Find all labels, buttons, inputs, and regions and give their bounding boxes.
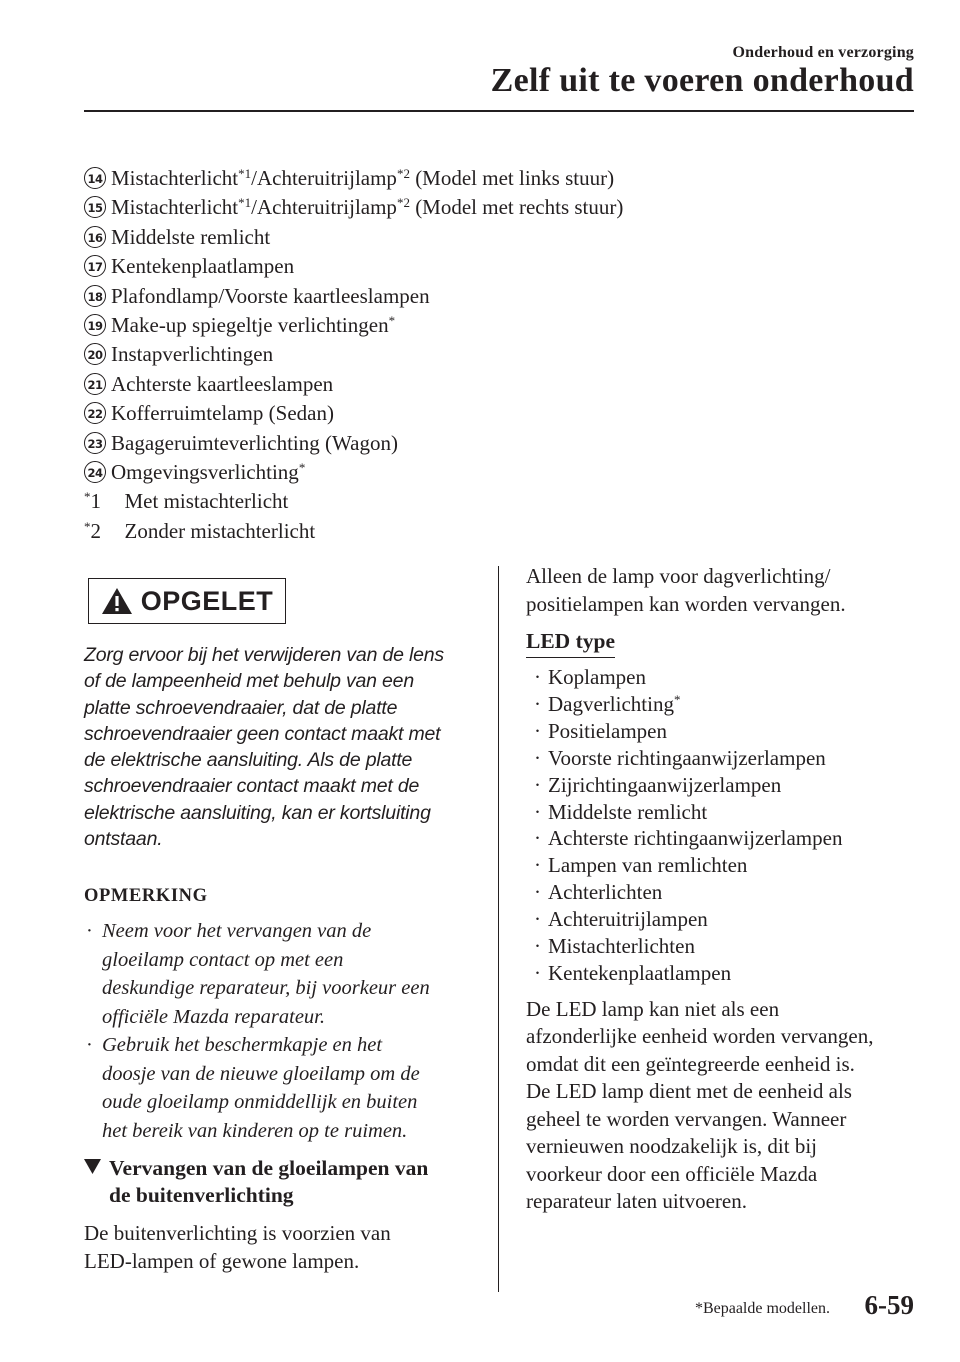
footer-note: *Bepaalde modellen.: [694, 1300, 830, 1317]
caution-line: de elektrische aansluiting. Als de platte: [84, 749, 413, 772]
footnote-ref: *: [673, 691, 681, 707]
footnote-mark: *: [84, 518, 91, 534]
legend-list: [84, 164, 884, 546]
legend-item: [84, 429, 884, 458]
led-list-item: [526, 799, 916, 826]
bullet: ·: [534, 772, 541, 797]
legend-text: Plafondlamp/Voorste kaartleeslampen: [111, 283, 430, 308]
bullet: ·: [534, 665, 541, 689]
note-line: Neem voor het vervangen van de: [102, 920, 372, 943]
footnote-ref: *: [388, 312, 396, 328]
page-number: 6-59: [864, 1290, 914, 1320]
circled-number-badge: 18: [84, 285, 106, 307]
note-list: [84, 917, 466, 1145]
right-column: [526, 563, 916, 1216]
legend-text: Mistachterlicht: [111, 166, 239, 190]
led-list-item: [526, 906, 916, 933]
note-line: Gebruik het beschermkapje en het: [102, 1034, 383, 1057]
bullet: ·: [86, 1034, 93, 1057]
caution-line: platte schroevendraaier, dat de platte: [84, 696, 398, 719]
body-line: LED-lampen of gewone lampen.: [84, 1248, 360, 1273]
circled-number-badge: 15: [84, 196, 106, 218]
led-list-item: [526, 960, 916, 987]
caution-line: elektrische aansluiting, kan er kortsluiting: [84, 801, 431, 824]
caution-box: [88, 578, 286, 624]
led-item-text: Positielampen: [548, 718, 667, 743]
circled-number-badge: 14: [84, 167, 106, 189]
bullet: ·: [534, 799, 541, 824]
column-divider: [498, 566, 499, 1292]
footnote-text: Met mistachterlicht: [124, 489, 289, 514]
led-item-text: Voorste richtingaanwijzerlampen: [548, 745, 826, 770]
note-line: oude gloeilamp onmiddellijk en buiten: [102, 1091, 418, 1114]
note-item: [84, 917, 466, 1031]
circled-number-badge: 16: [84, 226, 106, 248]
note-line: gloeilamp contact op met een: [102, 948, 344, 971]
led-item-text: Koplampen: [548, 665, 646, 689]
footnote-item: [84, 517, 884, 546]
body-line: Alleen de lamp voor dagverlichting/: [526, 564, 831, 588]
legend-text: Omgevingsverlichting: [111, 459, 299, 484]
legend-text: Kentekenplaatlampen: [111, 254, 295, 279]
led-list-item: [526, 852, 916, 879]
bullet: ·: [534, 853, 541, 878]
led-type-list: [526, 664, 916, 987]
body-line: vernieuwen noodzakelijk is, dit bij: [526, 1134, 818, 1159]
legend-text: Bagageruimteverlichting (Wagon): [111, 430, 398, 455]
triangle-down-icon: [84, 1159, 101, 1174]
circled-number-badge: 17: [84, 255, 106, 277]
legend-text: /Achteruitrijlamp: [251, 195, 397, 220]
legend-text: Achterste kaartleeslampen: [111, 371, 334, 396]
bullet: ·: [534, 907, 541, 932]
footnote-ref: *: [298, 459, 306, 475]
bullet: ·: [534, 880, 541, 905]
led-list-item: [526, 691, 916, 718]
note-line: doosje van de nieuwe gloeilamp om de: [102, 1062, 420, 1085]
note-line: officiële Mazda reparateur.: [102, 1005, 325, 1028]
caution-text: [84, 642, 466, 852]
caution-line: schroevendraaier contact maakt met de: [84, 775, 420, 798]
legend-item: [84, 193, 884, 222]
body-line: De LED lamp dient met de eenheid als: [526, 1079, 852, 1104]
bullet: ·: [534, 826, 541, 851]
led-list-item: [526, 718, 916, 745]
bullet: ·: [534, 718, 541, 743]
heading-line: de buitenverlichting: [109, 1182, 294, 1207]
circled-number-badge: 19: [84, 314, 106, 336]
footnote-mark: *: [84, 489, 91, 505]
led-list-item: [526, 772, 916, 799]
led-item-text: Achteruitrijlampen: [548, 907, 708, 932]
footnote-number: 1: [90, 489, 101, 514]
legend-text: Make-up spiegeltje verlichtingen: [111, 312, 389, 337]
circled-number-badge: 24: [84, 461, 106, 483]
legend-text: Mistachterlicht: [111, 195, 239, 220]
bullet: ·: [534, 745, 541, 770]
legend-item: [84, 370, 884, 399]
caution-line: of de lampeenheid met behulp van een: [84, 670, 414, 693]
legend-text: Kofferruimtelamp (Sedan): [111, 401, 334, 426]
led-item-text: Middelste remlicht: [548, 799, 708, 824]
legend-text: (Model met rechts stuur): [409, 195, 624, 220]
note-heading: OPMERKING: [84, 886, 208, 907]
circled-number-badge: 23: [84, 432, 106, 454]
led-item-text: Dagverlichting: [548, 691, 674, 716]
led-item-text: Lampen van remlichten: [548, 853, 748, 878]
footnote-ref: *2: [396, 195, 410, 211]
circled-number-badge: 22: [84, 402, 106, 424]
caution-line: Zorg ervoor bij het verwijderen van de lens: [84, 644, 444, 666]
legend-item: [84, 282, 884, 311]
legend-item: [84, 340, 884, 369]
heading-line: Vervangen van de gloeilampen van: [109, 1156, 429, 1181]
footnote-ref: *1: [238, 166, 252, 181]
legend-item: [84, 399, 884, 428]
led-item-text: Zijrichtingaanwijzerlampen: [548, 772, 782, 797]
exterior-lights-heading: [84, 1155, 466, 1208]
replaceable-lamps-intro: [526, 563, 916, 618]
caution-line: ontstaan.: [84, 828, 163, 851]
exterior-lights-body: [84, 1220, 466, 1275]
footnote-number: 2: [90, 518, 101, 543]
left-column: [84, 578, 466, 1275]
led-item-text: Mistachterlichten: [548, 934, 695, 959]
led-list-item: [526, 879, 916, 906]
body-line: De buitenverlichting is voorzien van: [84, 1221, 391, 1246]
led-list-item: [526, 664, 916, 691]
caution-line: schroevendraaier geen contact maakt met: [84, 722, 441, 745]
footnote-ref: *2: [396, 166, 410, 181]
legend-text: Instapverlichtingen: [111, 342, 274, 367]
circled-number-badge: 21: [84, 373, 106, 395]
circled-number-badge: 20: [84, 343, 106, 365]
legend-item: [84, 252, 884, 281]
legend-item: [84, 311, 884, 340]
led-list-item: [526, 933, 916, 960]
legend-item: [84, 458, 884, 487]
note-line: deskundige reparateur, bij voorkeur een: [102, 977, 430, 1000]
body-line: voorkeur door een officiële Mazda: [526, 1161, 818, 1186]
legend-text: (Model met links stuur): [409, 166, 615, 190]
led-list-item: [526, 825, 916, 852]
led-list-item: [526, 745, 916, 772]
led-type-heading: LED type: [526, 628, 615, 658]
legend-item: [84, 223, 884, 252]
footnote-text: Zonder mistachterlicht: [124, 518, 316, 543]
led-item-text: Kentekenplaatlampen: [548, 960, 732, 985]
body-line: afzonderlijke eenheid worden vervangen,: [526, 1024, 874, 1049]
led-description: [526, 996, 916, 1216]
body-line: geheel te worden vervangen. Wanneer: [526, 1106, 847, 1131]
bullet: ·: [534, 934, 541, 959]
footnote-item: [84, 487, 884, 516]
body-line: reparateur laten uitvoeren.: [526, 1189, 747, 1214]
legend-text: /Achteruitrijlamp: [251, 166, 397, 190]
footnote-ref: *1: [238, 195, 252, 211]
note-line: het bereik van kinderen op te ruimen.: [102, 1119, 408, 1142]
bullet: ·: [86, 920, 93, 943]
bullet: ·: [534, 691, 541, 716]
body-line: omdat dit een geïntegreerde eenheid is.: [526, 1051, 855, 1076]
bullet: ·: [534, 960, 541, 985]
legend-text: Middelste remlicht: [111, 224, 271, 249]
led-item-text: Achterlichten: [548, 880, 663, 905]
body-line: De LED lamp kan niet als een: [526, 996, 780, 1021]
section-label: Onderhoud en verzorging: [732, 44, 914, 61]
title-rule: [84, 110, 914, 112]
warning-triangle-icon: [101, 587, 133, 615]
caution-label: OPGELET: [140, 585, 274, 616]
body-line: positielampen kan worden vervangen.: [526, 591, 846, 616]
led-item-text: Achterste richtingaanwijzerlampen: [548, 826, 843, 851]
note-item: [84, 1031, 466, 1145]
legend-item: [84, 164, 884, 193]
page-title: Zelf uit te voeren onderhoud: [490, 62, 914, 99]
